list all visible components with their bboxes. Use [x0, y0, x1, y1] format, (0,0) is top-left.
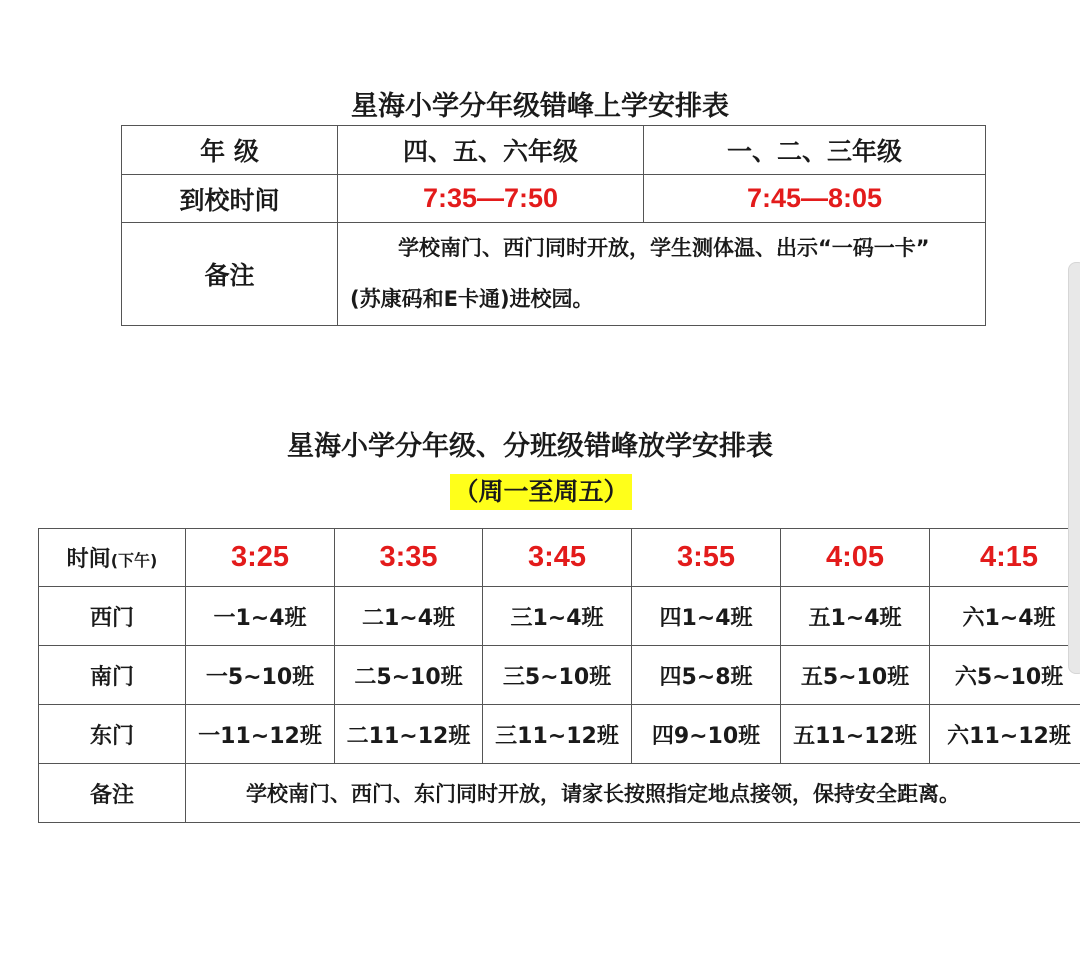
- gate-label: 东门: [39, 705, 186, 764]
- class-cell: 四9~10班: [632, 705, 781, 764]
- table-row: [39, 587, 1080, 646]
- morning-note: [338, 223, 986, 326]
- class-cell: 三5~10班: [483, 646, 632, 705]
- table-row: [39, 705, 1080, 764]
- gate-label: 南门: [39, 646, 186, 705]
- scrollbar-thumb[interactable]: [1068, 262, 1080, 674]
- grade-label: 年 级: [122, 126, 338, 175]
- class-cell: 一11~12班: [186, 705, 335, 764]
- class-cell: 六1~4班: [930, 587, 1080, 646]
- dismissal-time: 4:15: [930, 529, 1080, 587]
- class-cell: 六11~12班: [930, 705, 1080, 764]
- class-cell: 二1~4班: [335, 587, 483, 646]
- class-cell: 六5~10班: [930, 646, 1080, 705]
- afternoon-schedule-title: 星海小学分年级、分班级错峰放学安排表: [287, 431, 773, 462]
- class-cell: 二11~12班: [335, 705, 483, 764]
- arrival-time-4-6: 7:35—7:50: [338, 175, 644, 223]
- dismissal-time: 4:05: [781, 529, 930, 587]
- morning-note-line2: (苏康码和E卡通)进校园。: [350, 287, 594, 311]
- time-header-label: [39, 529, 186, 587]
- dismissal-time: 3:45: [483, 529, 632, 587]
- class-cell: 五1~4班: [781, 587, 930, 646]
- class-cell: 五5~10班: [781, 646, 930, 705]
- afternoon-note: 学校南门、西门、东门同时开放，请家长按照指定地点接领，保持安全距离。: [186, 764, 1080, 823]
- dismissal-time: 3:55: [632, 529, 781, 587]
- grade-group-1-3: 一、二、三年级: [644, 126, 986, 175]
- time-header-text: 时间: [66, 547, 111, 572]
- morning-note-label: 备注: [122, 223, 338, 326]
- class-cell: 三1~4班: [483, 587, 632, 646]
- arrival-time-1-3: 7:45—8:05: [644, 175, 986, 223]
- morning-note-line1: 学校南门、西门同时开放，学生测体温、出示“一码一卡”: [398, 236, 930, 260]
- morning-schedule-table: [121, 125, 986, 326]
- dismissal-time: 3:25: [186, 529, 335, 587]
- class-cell: 三11~12班: [483, 705, 632, 764]
- arrival-time-label: 到校时间: [122, 175, 338, 223]
- class-cell: 二5~10班: [335, 646, 483, 705]
- morning-schedule-title: 星海小学分年级错峰上学安排表: [351, 91, 729, 122]
- class-cell: 五11~12班: [781, 705, 930, 764]
- class-cell: 四5~8班: [632, 646, 781, 705]
- dismissal-time: 3:35: [335, 529, 483, 587]
- gate-label: 西门: [39, 587, 186, 646]
- table-row: [39, 646, 1080, 705]
- afternoon-schedule-table: [38, 528, 1080, 823]
- class-cell: 四1~4班: [632, 587, 781, 646]
- afternoon-schedule-subtitle: （周一至周五）: [450, 474, 632, 510]
- time-header-afternoon: (下午): [110, 551, 158, 570]
- afternoon-note-label: 备注: [39, 764, 186, 823]
- class-cell: 一1~4班: [186, 587, 335, 646]
- class-cell: 一5~10班: [186, 646, 335, 705]
- grade-group-4-6: 四、五、六年级: [338, 126, 644, 175]
